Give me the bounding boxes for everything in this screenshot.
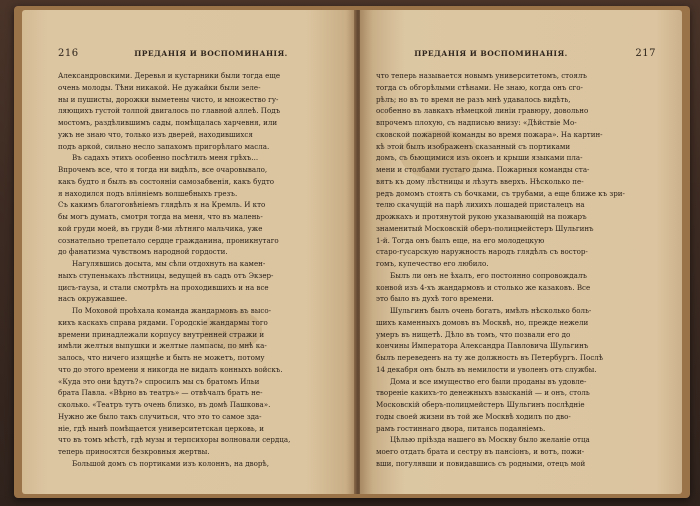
text-line: сознательно трепетало сердце гражданина, проникнутаго (58, 235, 279, 245)
text-line: Московскій оберъ-полицмейстеръ Шульгинъ послѣдніе (376, 400, 585, 409)
text-line: ужъ не знаю что, только изъ дверей, находившихся (58, 129, 253, 139)
text-line: 14 декабря онъ былъ въ немилости и уволенъ отъ службы. (376, 364, 597, 374)
text-line: ляющихъ густой толпой двигалось по главной аллеѣ. Подъ (58, 106, 281, 116)
page-number: 216 (58, 48, 79, 59)
running-title: ПРЕДАНІЯ И ВОСПОМИНАНІЯ. (414, 49, 568, 58)
text-line: мостомъ, раздѣлившимъ сады, помѣщалась харчевня, или (58, 118, 278, 127)
text-line: Александровскими. Деревья и кустарники были тогда еще (58, 71, 281, 80)
text-line: твореніе какихъ-то денежныхъ взысканій — и онъ, столь (376, 388, 590, 398)
text-line: Шульгинъ былъ очень богатъ, имѣлъ нѣсколько боль- (390, 306, 592, 315)
right-page-header (376, 48, 656, 62)
left-page (22, 10, 356, 494)
text-line: брата Павла. «Вѣрно въ театръ» — отвѣчалъ братъ не- (58, 388, 263, 398)
text-line: какъ будто я былъ въ состояніи самозабвенія, какъ будто (58, 176, 275, 186)
text-line: очень молоды. Тѣни никакой. Не дужайки были зеле- (58, 82, 261, 92)
text-line: ніе, гдѣ нынѣ помѣщается университетская церковь, и (58, 423, 264, 433)
text-line: По Моховой проѣхала команда жандармовъ въ высо- (72, 306, 272, 315)
text-line: кой груди моей, въ груди 8-ми лѣтняго мальчика, уже (58, 223, 263, 233)
text-line: 1-й. Тогда онъ былъ еще, на его молодецкую (376, 235, 545, 245)
text-line: залось, что ничего изящнѣе и быть не можетъ, потому (58, 353, 265, 362)
text-line: ны и пушисты, дорожки выметены чисто, и множество гу- (58, 94, 279, 104)
text-line: дрожкахъ и протянутой рукою указывающій на пожаръ (376, 212, 587, 221)
text-line: вши, погулявши и повидавшись съ родными, отецъ мой (376, 458, 586, 468)
text-line: шихъ каменныхъ домовъ въ Москвѣ, но, прежде нежели (376, 317, 589, 327)
text-line: Впрочемъ все, что я тогда ни видѣлъ, все очаровывало, (58, 165, 268, 174)
text-line: Нагулявшись досыта, мы сѣли отдохнуть на камен- (72, 259, 266, 268)
left-page-text (58, 70, 336, 470)
text-line: сковской пожарной команды во время пожара». На картин- (376, 129, 603, 139)
text-line: времени принадлежали корпусу внутренней стражи и (58, 329, 265, 339)
text-line: что въ томъ мѣстѣ, гдѣ музы и терпсихоры волновали сердца, (58, 435, 291, 445)
text-line: умеръ въ нищетѣ. Дѣло въ томъ, что позвали его до (376, 329, 571, 339)
text-line: впрочемъ плохую, съ надписью внизу: «Дѣйствіе Мо- (376, 118, 577, 127)
text-line: до фанатизма чувствомъ народной гордости. (58, 247, 228, 257)
text-line: Былъ ли онъ не ѣхалъ, его постоянно сопровождалъ (390, 270, 587, 280)
text-line: что теперь называется новымъ университетомъ, стоялъ (376, 71, 587, 80)
text-line: цисъ-гауза, и стали смотрѣть на проходившихъ и на все (58, 282, 269, 292)
text-line: Большой домъ съ портиками изъ колоннъ, на дворѣ, (72, 458, 269, 468)
text-line: Съ какимъ благоговѣніемъ глядѣлъ я на Кремль. И кто (58, 200, 266, 210)
right-page (360, 10, 682, 494)
text-line: телю скачущій на парѣ лихихъ лошадей присталецъ на (376, 200, 585, 210)
text-line: рѣлъ; но въ то время не разъ мнѣ удавалось видѣть, (376, 94, 571, 104)
text-line: кончины Императора Александра Павловича Шульгинъ (376, 341, 589, 351)
text-line: конвой изъ 4-хъ жандармовъ и столько же казаковъ. Все (376, 282, 591, 292)
text-line: имѣли желтыя выпушки и желтые лампасы, по мнѣ ка- (58, 341, 267, 351)
text-line: ныхъ ступенькахъ лѣстницы, ведущей въ садъ отъ Экзер- (58, 270, 274, 280)
text-line: вятъ къ дому лѣстницы и лѣзутъ вверхъ. Нѣсколько пе- (376, 176, 584, 186)
text-line: мени и столбами густаго дыма. Пожарныя команды ста- (376, 165, 590, 174)
text-line: гомъ, купечество его любило. (376, 259, 489, 268)
text-line: знаменитый Московскій оберъ-полицмейстеръ Шульгинъ (376, 223, 594, 233)
text-line: бы могъ думать, смотря тогда на меня, что въ малень- (58, 212, 263, 221)
text-line: Нужно же было такъ случиться, что это то самое зда- (58, 411, 262, 421)
text-line: рамъ гостиннаго двора, питаясь подаяніемъ. (376, 423, 546, 433)
text-line: старо-гусарскую наружность народъ глядѣлъ съ востор- (376, 247, 588, 257)
open-book (14, 6, 690, 498)
text-line: «Куда это они ѣдутъ?» спросилъ мы съ братомъ Ильи (58, 376, 260, 386)
text-line: подъ аркой, сильно несло запахомъ пригорѣлаго масла. (58, 141, 270, 151)
text-line: кѣ этой былъ изображенъ сказанный съ портиками (376, 141, 571, 151)
text-line: теперь приносятся безкровныя жертвы. (58, 447, 210, 456)
text-line: насъ окружавшее. (58, 294, 128, 304)
text-line: домъ, съ бьющимися изъ оконъ и крыши языками пла- (376, 153, 583, 163)
left-page-header (58, 48, 334, 62)
running-title: ПРЕДАНІЯ И ВОСПОМИНАНІЯ. (134, 49, 288, 58)
text-line: редъ домомъ стоятъ съ бочками, съ трубами, а еще ближе къ зри- (376, 188, 625, 198)
text-line: я находился подъ вліяніемъ волшебныхъ грезъ. (58, 188, 238, 198)
page-number: 217 (635, 48, 656, 59)
text-line: Цѣлью пріѣзда нашего въ Москву было желаніе отца (390, 435, 590, 445)
text-line: это было въ духѣ того времени. (376, 294, 494, 304)
text-line: Дома и все имущество его были проданы въ удовле- (390, 376, 587, 386)
text-line: годы своей жизни въ той же Москвѣ ходилъ по дво- (376, 411, 571, 421)
text-line: что до этого времени я никогда не видалъ конныхъ войскъ. (58, 364, 283, 374)
text-line: былъ переведенъ на ту же должность въ Петербургъ. Послѣ (376, 353, 604, 362)
text-line: кихъ каскахъ справа рядами. Городскіе жандармы того (58, 317, 268, 327)
right-page-text (376, 70, 658, 470)
text-line: тогда съ обгорѣлыми стѣнами. Не знаю, когда онъ сго- (376, 82, 583, 92)
text-line: сколько. «Театръ тутъ очень близко, въ домѣ Пашкова». (58, 400, 271, 409)
text-line: Въ садахъ этихъ особенно посѣтилъ меня грѣхъ... (72, 153, 259, 163)
text-line: моего отдать брата и сестру въ пансіонъ, и вотъ, пожи- (376, 447, 585, 456)
text-line: особенно въ лавкахъ нѣмецкой линіи гравюру, довольно (376, 106, 589, 116)
